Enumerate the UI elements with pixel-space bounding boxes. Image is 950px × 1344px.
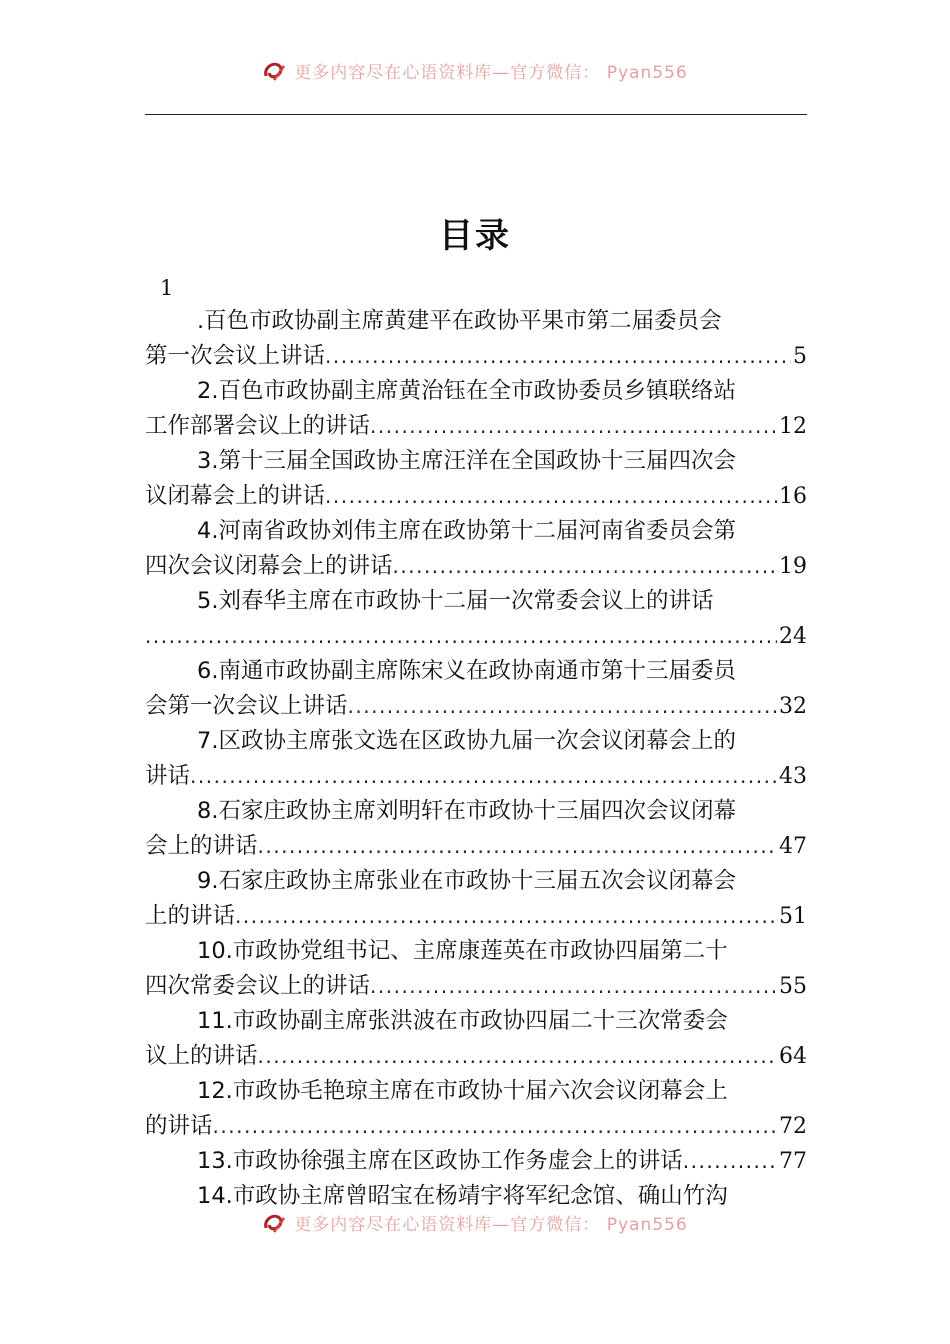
toc-page-number: 12	[779, 414, 807, 439]
toc-entry-title: 4.河南省政协刘伟主席在政协第十二届河南省委员会第	[197, 518, 736, 544]
toc-entry-title: .百色市政协副主席黄建平在政协平果市第二届委员会	[197, 308, 722, 334]
toc-page-number: 47	[779, 834, 807, 859]
toc-entry-truncated[interactable]: 14.市政协主席曾昭宝在杨靖宇将军纪念馆、确山竹沟	[197, 1183, 728, 1209]
watermark-logo-icon	[262, 1212, 288, 1239]
toc-page-number: 55	[779, 974, 807, 999]
toc-entry-title: 11.市政协副主席张洪波在市政协四届二十三次常委会	[197, 1008, 728, 1034]
toc-page-number: 32	[779, 694, 807, 719]
toc-entry-title: 6.南通市政协副主席陈宋义在政协南通市第十三届委员	[197, 658, 736, 684]
watermark-text: 更多内容尽在心语资料库—官方微信： Pyan556	[294, 1215, 688, 1235]
toc-leader	[325, 479, 777, 513]
toc-page-number: 51	[779, 904, 807, 929]
footer-watermark	[0, 1210, 950, 1239]
toc-leader	[348, 689, 777, 723]
header-rule	[145, 114, 807, 115]
toc-entry[interactable]	[145, 584, 807, 654]
toc-page-number: 24	[779, 624, 807, 649]
toc-page-number: 77	[779, 1149, 807, 1174]
toc-entry-title: 10.市政协党组书记、主席康莲英在市政协四届第二十	[197, 938, 728, 964]
toc-entry[interactable]	[145, 444, 807, 514]
toc-entry[interactable]	[145, 304, 807, 374]
toc-leader	[370, 409, 777, 443]
watermark-logo-icon	[262, 60, 288, 87]
page-title: 目录	[439, 216, 511, 256]
watermark-text: 更多内容尽在心语资料库—官方微信： Pyan556	[294, 63, 688, 83]
toc-entry-title-cont: 第一次会议上讲话	[145, 343, 326, 369]
toc-leader	[190, 759, 777, 793]
table-of-contents	[145, 304, 807, 1214]
header-watermark	[0, 58, 950, 87]
toc-entry[interactable]	[145, 724, 807, 794]
toc-leader	[213, 1109, 777, 1143]
toc-entry-title: 3.第十三届全国政协主席汪洋在全国政协十三届四次会	[197, 448, 736, 474]
toc-page-number: 72	[779, 1114, 807, 1139]
toc-entry[interactable]	[145, 654, 807, 724]
toc-entry[interactable]	[145, 794, 807, 864]
toc-page-number: 43	[779, 764, 807, 789]
toc-entry[interactable]	[145, 374, 807, 444]
toc-page-number: 64	[779, 1044, 807, 1069]
toc-leader	[258, 829, 777, 863]
toc-entry-title-cont: 会第一次会议上讲话	[145, 693, 348, 719]
toc-leader	[393, 549, 777, 583]
toc-entry-title: 9.石家庄政协主席张业在市政协十三届五次会议闭幕会	[197, 868, 736, 894]
toc-entry[interactable]	[145, 1074, 807, 1144]
toc-entry-title-cont: 议闭幕会上的讲话	[145, 483, 326, 509]
toc-entry-title: 8.石家庄政协主席刘明轩在市政协十三届四次会议闭幕	[197, 798, 736, 824]
toc-entry-title-cont: 的讲话	[145, 1113, 213, 1139]
toc-leader	[235, 899, 777, 933]
toc-entry-title-cont: 议上的讲话	[145, 1043, 258, 1069]
toc-entry-title-cont: 上的讲话	[145, 903, 236, 929]
toc-entry-title-cont: 会上的讲话	[145, 833, 258, 859]
stray-number: 1	[160, 276, 174, 300]
toc-entry[interactable]	[145, 934, 807, 1004]
toc-page-number: 16	[779, 484, 807, 509]
toc-leader	[258, 1039, 777, 1073]
toc-leader	[325, 339, 791, 373]
toc-leader	[370, 969, 777, 1003]
toc-entry[interactable]	[145, 1004, 807, 1074]
toc-page-number: 5	[793, 344, 807, 369]
toc-entry-title: 7.区政协主席张文选在区政协九届一次会议闭幕会上的	[197, 728, 736, 754]
toc-entry-title-cont: 四次常委会议上的讲话	[145, 973, 371, 999]
toc-entry-title-cont: 四次会议闭幕会上的讲话	[145, 553, 393, 579]
toc-entry-title: 12.市政协毛艳琼主席在市政协十届六次会议闭幕会上	[197, 1078, 728, 1104]
toc-entry-title-cont: 工作部署会议上的讲话	[145, 413, 371, 439]
toc-entry-title-cont: 讲话	[145, 763, 191, 789]
toc-entry[interactable]	[145, 514, 807, 584]
toc-page-number: 19	[779, 554, 807, 579]
toc-entry-title: 13.市政协徐强主席在区政协工作务虚会上的讲话	[197, 1148, 683, 1174]
toc-entry-single-line[interactable]	[145, 1144, 807, 1179]
toc-entry[interactable]	[145, 864, 807, 934]
toc-entry-title: 5.刘春华主席在市政协十二届一次常委会议上的讲话	[197, 588, 714, 614]
toc-leader	[145, 619, 777, 653]
toc-leader	[683, 1144, 777, 1179]
toc-entry-title: 2.百色市政协副主席黄治钰在全市政协委员乡镇联络站	[197, 378, 736, 404]
